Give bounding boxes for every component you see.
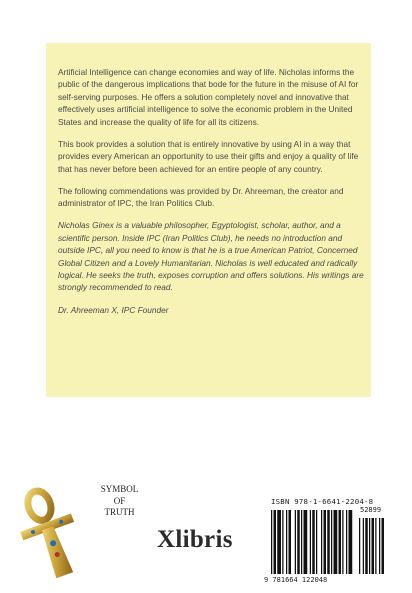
logo-line-1: SYMBOL [100,484,139,494]
publisher-logo: Xlibris [157,526,233,553]
commendation-quote: Nicholas Ginex is a valuable philosopher, Egyptologist, scholar, author, and a scientific person. Inside IPC (Iran Politics Club), he needs no introduction and outside IPC, all you need to know is that he is a true American Patriot, Concerned Global Citizen and a Lovely Humanitarian. Nicholas is well educated and radically logical. He seeks the truth, exposes corruption and offers solutions. His writings are strongly recommended to read. [58,220,364,293]
logo-line-2: OF [113,495,126,506]
back-cover-text [58,66,364,326]
symbol-of-truth-logo [97,484,142,519]
barcode-digits: 9 781664 122048 [264,576,328,584]
barcode-icon [271,510,385,576]
commendation-signature: Dr. Ahreeman X, IPC Founder [58,304,169,315]
back-cover-panel [46,43,371,397]
logo-line-3: TRUTH [104,507,135,518]
blurb-paragraph-2: This book provides a solution that is entirely innovative by using AI in a way that provides every American an opportunity to use their gifts and enjoy a quality of life that has never before been achieved for an entire people of any country. [58,138,359,174]
ankh-icon [14,482,84,582]
price-addon-number: 52899 [360,506,382,514]
blurb-paragraph-3: The following commendations was provided by Dr. Ahreeman, the creator and administrator of IPC, the Iran Politics Club. [58,185,344,209]
isbn-text: ISBN 978-1-6641-2204-8 [271,497,374,506]
blurb-paragraph-1: Artificial Intelligence can change economies and way of life. Nicholas informs the public of the dangerous implications that bode for the future in the misuse of AI for self-serving purposes. He offers a solution completely novel and innovative that effectively uses artificial intelligence to solve the economic problem in the United States and increase the quality of life for all its citizens. [58,67,359,127]
